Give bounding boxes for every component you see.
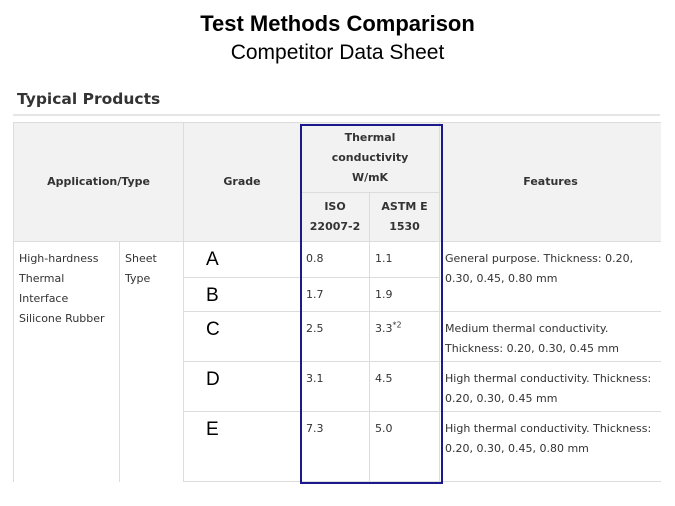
astm-value-cell: 4.5 [370,362,440,412]
astm-value-cell: 1.9 [370,278,440,312]
grade-cell: C [184,312,301,362]
header-astm: ASTM E 1530 [370,193,440,242]
grade-cell: D [184,362,301,412]
grade-cell: A [184,242,301,278]
astm-value-cell: 5.0 [370,412,440,482]
header-grade: Grade [184,123,301,242]
iso-value-cell: 7.3 [301,412,370,482]
table-row [14,242,662,278]
astm-value: 3.3 [375,322,393,335]
features-cell: High thermal conductivity. Thickness: 0.20, 0.30, 0.45 mm [440,362,661,412]
iso-value-cell: 2.5 [301,312,370,362]
type-cell: Sheet Type [120,242,184,482]
heading-divider [13,114,660,116]
header-thermal-conductivity: Thermal conductivity W/mK [301,123,440,193]
features-cell: General purpose. Thickness: 0.20, 0.30, 0.45, 0.80 mm [440,242,661,312]
features-cell: Medium thermal conductivity. Thickness: 0.20, 0.30, 0.45 mm [440,312,661,362]
products-table [13,122,661,482]
astm-value-cell: 1.1 [370,242,440,278]
header-application-type: Application/Type [14,123,184,242]
application-cell: High-hardness Thermal Interface Silicone Rubber [14,242,120,482]
footnote-marker: *2 [392,320,402,330]
iso-value-cell: 3.1 [301,362,370,412]
iso-value-cell: 1.7 [301,278,370,312]
grade-cell: E [184,412,301,482]
section-heading: Typical Products [17,90,161,108]
header-features: Features [440,123,661,242]
slide-title: Test Methods Comparison [200,11,475,36]
iso-value-cell: 0.8 [301,242,370,278]
features-cell: High thermal conductivity. Thickness: 0.20, 0.30, 0.45, 0.80 mm [440,412,661,482]
grade-cell: B [184,278,301,312]
header-iso: ISO 22007-2 [301,193,370,242]
astm-value-cell [370,312,440,362]
products-table-container [13,122,661,482]
slide-subtitle: Competitor Data Sheet [230,41,445,64]
